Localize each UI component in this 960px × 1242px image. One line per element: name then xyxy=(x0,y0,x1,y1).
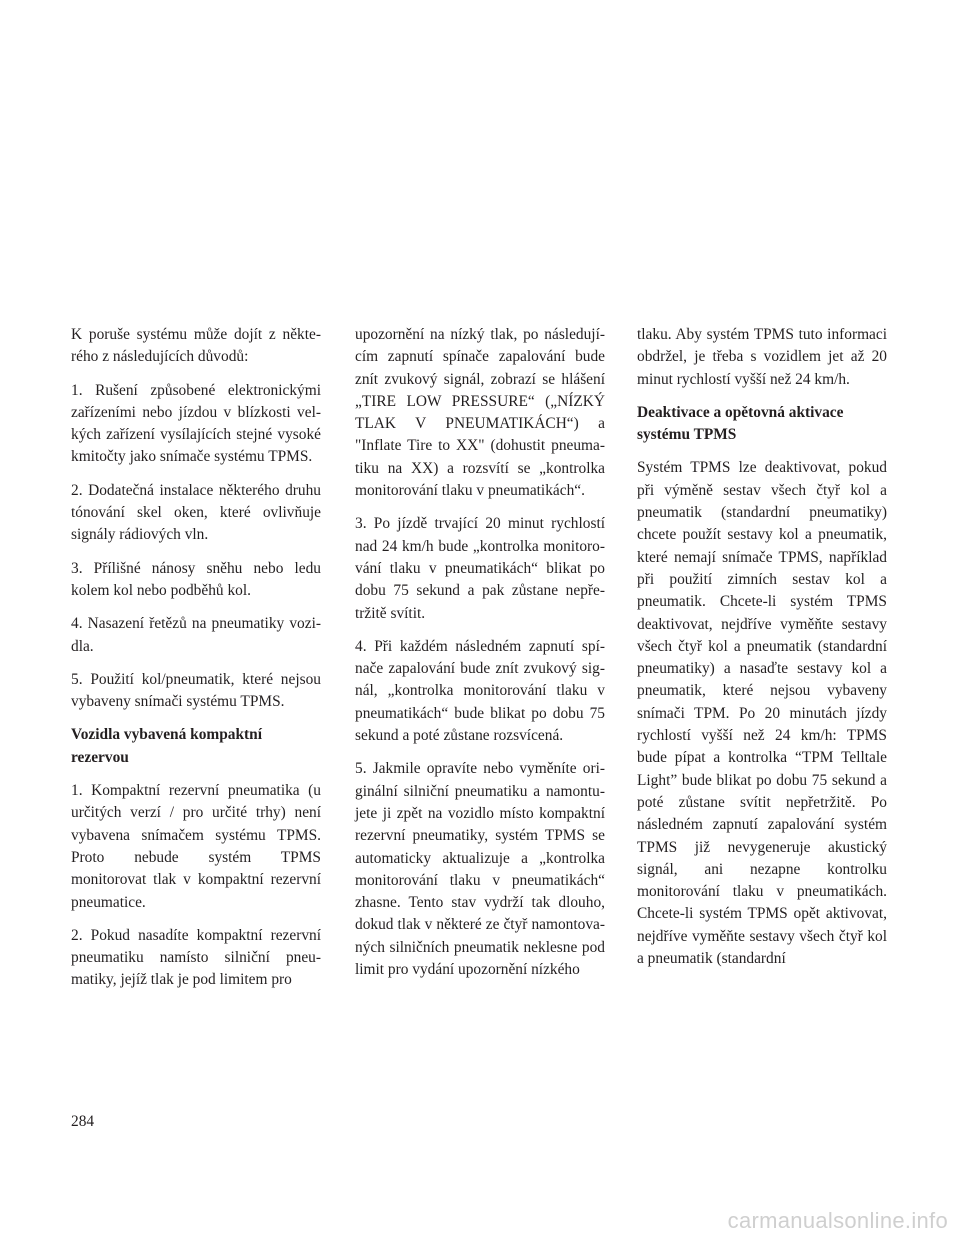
paragraph: 5. Použití kol/pneumatik, které nejsou vybaveny snímači systému TPMS. xyxy=(71,670,321,711)
paragraph: 2. Dodatečná instalace některého druhu tónování skel oken, které ovlivňuje signály rádiových vln. xyxy=(71,481,321,544)
paragraph: 5. Jakmile opravíte nebo vyměníte originální silniční pneumatiku a namontujete ji zpět na vozidlo místo kompaktní rezervní pneumatiky, systém TPMS se automaticky aktualizuje a „kontrolka monitorování tlaku v pneumatikách“ zhasne. Tento stav vydrží tak dlouho, dokud tlak v některé ze čtyř namontovaných silničních pneumatik neklesne pod limit pro vydání upozornění nízkého xyxy=(355,760,605,979)
paragraph: tlaku. Aby systém TPMS tuto informaci obdržel, je třeba s vozidlem jet až 20 minut rychlostí vyšší než 24 km/h. xyxy=(637,326,887,388)
column-3 xyxy=(637,324,887,981)
section-heading: Vozidla vybavená kompaktní rezervou xyxy=(71,726,263,766)
paragraph: 3. Přílišné nánosy sněhu nebo ledu kolem kol nebo podběhů kol. xyxy=(71,559,321,599)
column-1 xyxy=(71,324,321,1003)
page-number: 284 xyxy=(71,1113,95,1130)
watermark: carmanualsonline.info xyxy=(727,1208,948,1233)
column-2 xyxy=(355,324,605,992)
paragraph: K poruše systému může dojít z některého z následujících důvodů: xyxy=(71,326,321,366)
paragraph: upozornění na nízký tlak, po následujícím zapnutí spínače zapalování bude znít zvukový signál, zobrazí se hlášení „TIRE LOW PRESSURE“ („NÍZKÝ TLAK V PNEUMATIKÁCH“) a "Inflate Tire to XX" (dohustit pneumatiku na XX) a rozsvítí se „kontrolka monitorování tlaku v pneumatikách“. xyxy=(355,326,605,500)
paragraph: 4. Při každém následném zapnutí spínače zapalování bude znít zvukový signál, „kontrolka monitorování tlaku v pneumatikách“ bude blikat po dobu 75 sekund a poté zůstane rozsvícená. xyxy=(355,637,605,745)
paragraph: 1. Rušení způsobené elektronickými zařízeními nebo jízdou v blízkosti velkých zařízení vysílajících stejné vysoké kmitočty jako snímače systému TPMS. xyxy=(71,381,321,466)
paragraph: 3. Po jízdě trvající 20 minut rychlostí nad 24 km/h bude „kontrolka monitorování tlaku v pneumatikách“ blikat po dobu 75 sekund a pak zůstane nepřetržitě svítit. xyxy=(355,515,605,622)
paragraph: 4. Nasazení řetězů na pneumatiky vozidla. xyxy=(71,615,321,655)
paragraph: 1. Kompaktní rezervní pneumatika (u určitých verzí / pro určité trhy) není vybavena snímačem systému TPMS. Proto nebude systém TPMS monitorovat tlak v kompaktní rezervní pneumatice. xyxy=(71,782,321,911)
paragraph: Systém TPMS lze deaktivovat, pokud při výměně sestav všech čtyř kol a pneumatik (standardní pneumatiky) chcete použít sestavy kol a pneumatik, které nemají snímače TPMS, například při použití zimních sestav kol a pneumatik. Chcete-li systém TPMS deaktivovat, nejdříve vyměňte sestavy všech čtyř kol a pneumatik (standardní pneumatiky) a nasaďte sestavy kol a pneumatik, které nejsou vybaveny snímači TPM. Po 20 minutách jízdy rychlostí vyšší než 24 km/h: TPMS bude pípat a kontrolka “TPM Telltale Light” bude blikat po dobu 75 sekund a poté zůstane svítit nepřetržitě. Po následném zapnutí zapalování systém TPMS již nevygeneruje akustický signál, ani nezapne kontrolku monitorování tlaku v pneumatikách. Chcete-li systém TPMS opět aktivovat, nejdříve vyměňte sestavy všech čtyř kol a pneumatik (standardní xyxy=(637,459,887,968)
paragraph: 2. Pokud nasadíte kompaktní rezervní pneumatiku namísto silniční pneumatiky, jejíž tlak je pod limitem pro xyxy=(71,926,321,989)
section-heading: Deaktivace a opětovná aktivace systému TPMS xyxy=(637,403,844,444)
